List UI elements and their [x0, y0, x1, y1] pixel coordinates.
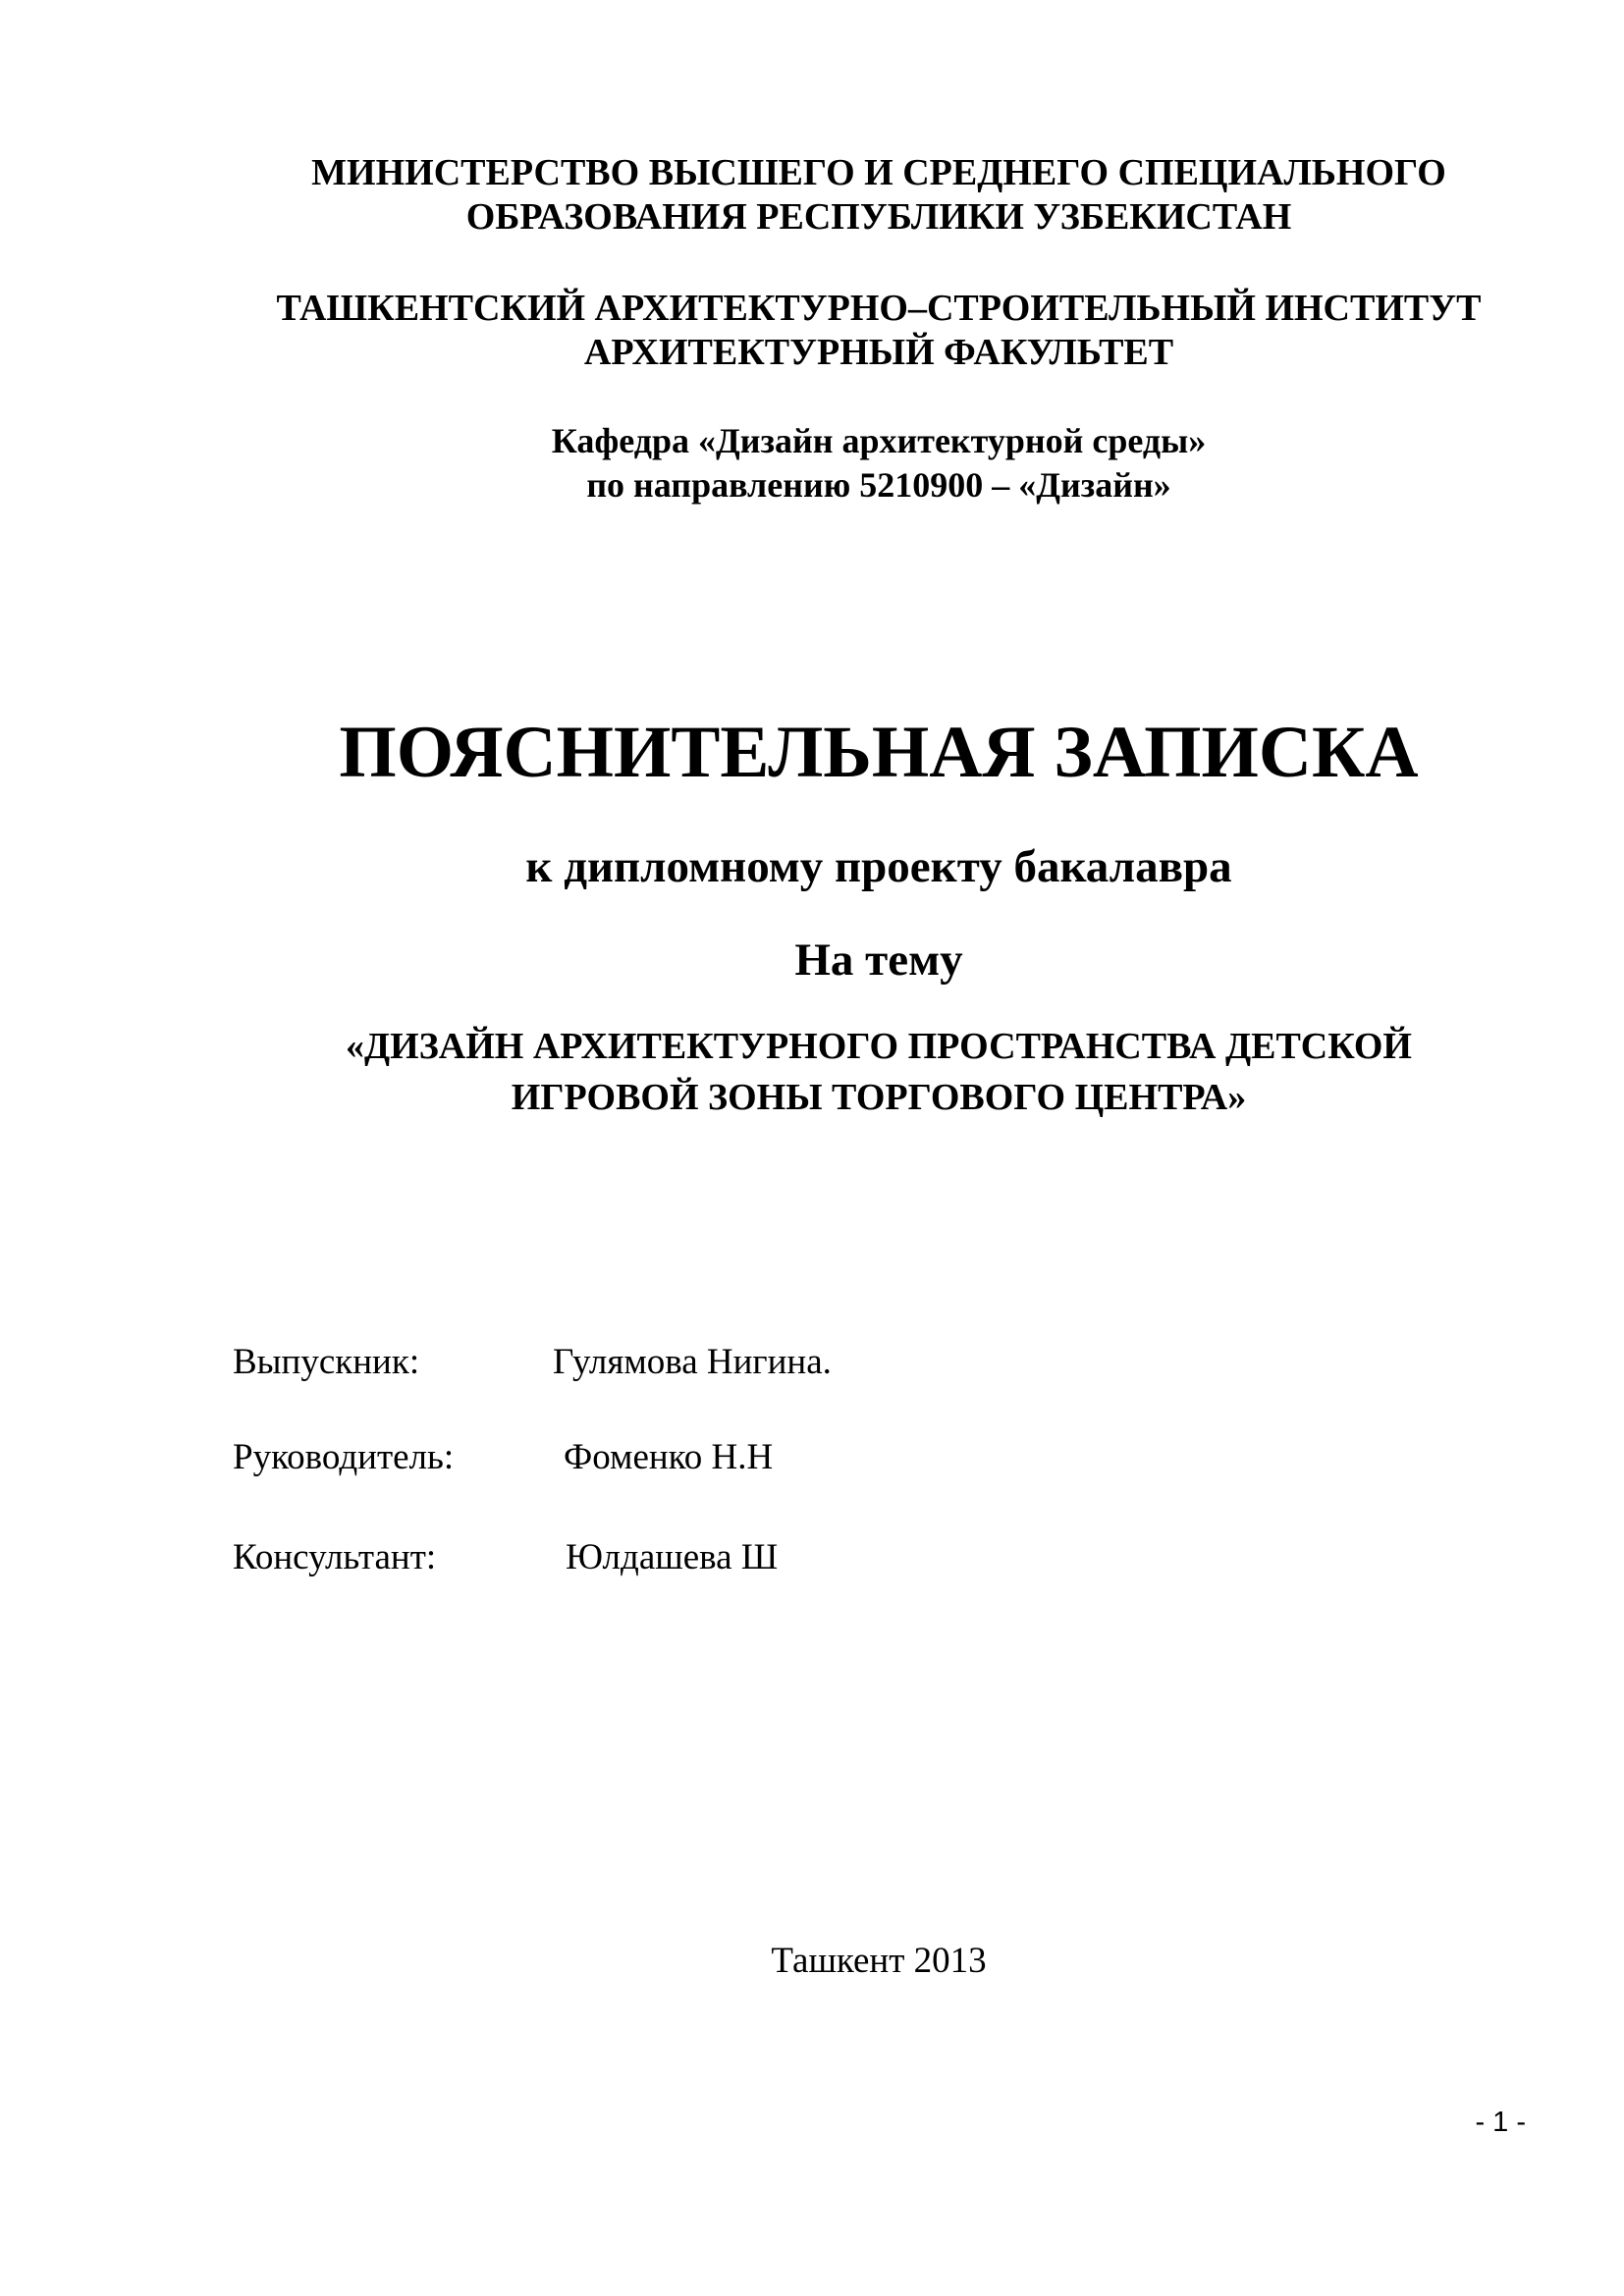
department-line-2: по направлению 5210900 – «Дизайн»: [586, 465, 1171, 505]
city-year: Ташкент 2013: [771, 1941, 987, 1981]
graduate-label: Выпускник:: [233, 1342, 420, 1382]
ministry-heading: [0, 151, 1624, 240]
topic-title-line-1: «ДИЗАЙН АРХИТЕКТУРНОГО ПРОСТРАНСТВА ДЕТСКОЙ: [346, 1026, 1412, 1067]
document-subtitle-text: к дипломному проекту бакалавра: [525, 841, 1232, 892]
topic-label: [0, 933, 1624, 988]
consultant-label: Консультант:: [233, 1537, 437, 1577]
topic-label-text: На тему: [794, 934, 963, 986]
institute-line-2: АРХИТЕКТУРНЫЙ ФАКУЛЬТЕТ: [583, 332, 1174, 373]
supervisor-value: Фоменко Н.Н: [564, 1437, 774, 1477]
topic-title-line-2: ИГРОВОЙ ЗОНЫ ТОРГОВОГО ЦЕНТРА»: [511, 1077, 1247, 1118]
department-line-1: Кафедра «Дизайн архитектурной среды»: [551, 421, 1207, 460]
page-number: - 1 -: [1475, 2107, 1526, 2138]
ministry-line-2: ОБРАЗОВАНИЯ РЕСПУБЛИКИ УЗБЕКИСТАН: [465, 196, 1292, 238]
institute-heading: [0, 287, 1624, 375]
department-heading: [0, 419, 1624, 507]
document-title: [0, 709, 1624, 797]
institute-line-1: ТАШКЕНТСКИЙ АРХИТЕКТУРНО–СТРОИТЕЛЬНЫЙ ИНСТИТУТ: [276, 288, 1482, 329]
ministry-line-1: МИНИСТЕРСТВО ВЫСШЕГО И СРЕДНЕГО СПЕЦИАЛЬНОГО: [311, 152, 1446, 193]
graduate-value: Гулямова Нигина.: [553, 1342, 832, 1382]
topic-title: [0, 1021, 1624, 1123]
supervisor-label: Руководитель:: [233, 1437, 455, 1477]
document-subtitle: [0, 839, 1624, 894]
consultant-value: Юлдашева Ш: [566, 1537, 779, 1577]
document-title-text: ПОЯСНИТЕЛЬНАЯ ЗАПИСКА: [339, 712, 1419, 793]
